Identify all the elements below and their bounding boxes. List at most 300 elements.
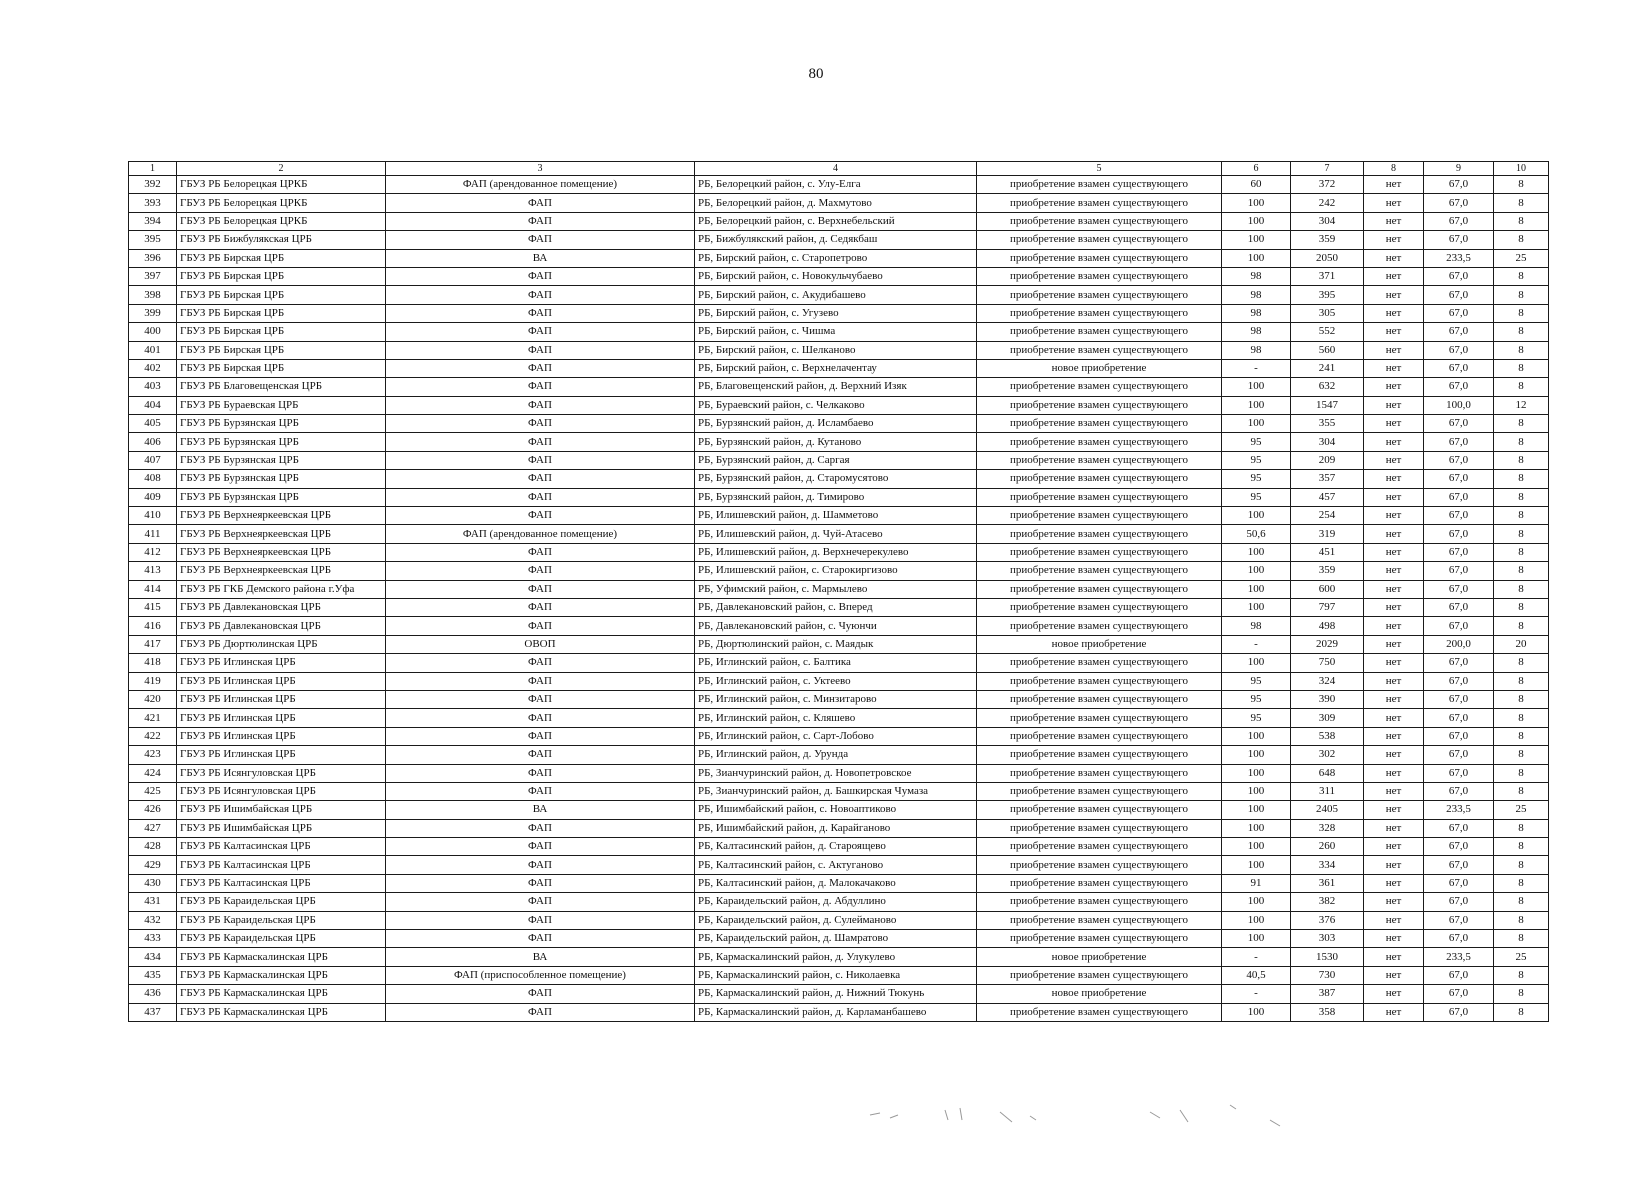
- table-cell: нет: [1364, 746, 1424, 764]
- table-cell: нет: [1364, 378, 1424, 396]
- table-cell: 632: [1291, 378, 1364, 396]
- table-cell: 421: [129, 709, 177, 727]
- table-cell: приобретение взамен существующего: [977, 893, 1222, 911]
- table-cell: РБ, Караидельский район, д. Сулейманово: [695, 911, 977, 929]
- table-cell: 100: [1222, 838, 1291, 856]
- table-cell: 67,0: [1424, 672, 1494, 690]
- table-row: [129, 672, 1549, 690]
- table-cell: 355: [1291, 415, 1364, 433]
- table-cell: 498: [1291, 617, 1364, 635]
- table-cell: нет: [1364, 911, 1424, 929]
- table-cell: нет: [1364, 543, 1424, 561]
- table-cell: приобретение взамен существующего: [977, 580, 1222, 598]
- table-cell: 8: [1494, 488, 1549, 506]
- table-cell: 95: [1222, 451, 1291, 469]
- table-cell: 328: [1291, 819, 1364, 837]
- table-cell: приобретение взамен существующего: [977, 709, 1222, 727]
- table-cell: РБ, Бирский район, с. Угузево: [695, 304, 977, 322]
- table-row: [129, 1003, 1549, 1021]
- table-cell: РБ, Бирский район, с. Новокульчубаево: [695, 267, 977, 285]
- table-cell: РБ, Иглинский район, с. Уктеево: [695, 672, 977, 690]
- table-cell: ГБУЗ РБ Белорецкая ЦРКБ: [177, 176, 386, 194]
- table-cell: приобретение взамен существующего: [977, 874, 1222, 892]
- table-cell: ФАП: [386, 893, 695, 911]
- table-cell: ГБУЗ РБ Бурзянская ЦРБ: [177, 415, 386, 433]
- table-row: [129, 893, 1549, 911]
- table-cell: 100: [1222, 782, 1291, 800]
- table-cell: 395: [1291, 286, 1364, 304]
- table-cell: 433: [129, 930, 177, 948]
- table-cell: 67,0: [1424, 231, 1494, 249]
- table-cell: РБ, Бураевский район, с. Челкаково: [695, 396, 977, 414]
- table-cell: 100: [1222, 507, 1291, 525]
- table-cell: ФАП (приспособленное помещение): [386, 966, 695, 984]
- table-cell: 100: [1222, 856, 1291, 874]
- table-cell: ВА: [386, 249, 695, 267]
- table-cell: приобретение взамен существующего: [977, 525, 1222, 543]
- table-cell: приобретение взамен существующего: [977, 176, 1222, 194]
- table-cell: ГБУЗ РБ Верхнеяркеевская ЦРБ: [177, 543, 386, 561]
- table-cell: ГБУЗ РБ Кармаскалинская ЦРБ: [177, 948, 386, 966]
- table-cell: приобретение взамен существующего: [977, 930, 1222, 948]
- table-cell: 67,0: [1424, 782, 1494, 800]
- table-cell: 8: [1494, 782, 1549, 800]
- table-cell: ФАП: [386, 930, 695, 948]
- table-cell: 8: [1494, 470, 1549, 488]
- table-cell: нет: [1364, 782, 1424, 800]
- table-cell: ГБУЗ РБ Калтасинская ЦРБ: [177, 874, 386, 892]
- table-cell: ФАП: [386, 470, 695, 488]
- table-cell: нет: [1364, 580, 1424, 598]
- table-row: [129, 562, 1549, 580]
- table-cell: ФАП: [386, 323, 695, 341]
- table-cell: 100: [1222, 911, 1291, 929]
- table-cell: 67,0: [1424, 359, 1494, 377]
- table-cell: приобретение взамен существующего: [977, 488, 1222, 506]
- table-cell: РБ, Белорецкий район, с. Верхнебельский: [695, 212, 977, 230]
- table-row: [129, 966, 1549, 984]
- table-cell: ФАП: [386, 654, 695, 672]
- table-cell: 233,5: [1424, 249, 1494, 267]
- table-cell: нет: [1364, 249, 1424, 267]
- table-cell: 2029: [1291, 635, 1364, 653]
- table-cell: 95: [1222, 488, 1291, 506]
- table-row: [129, 359, 1549, 377]
- table-cell: 404: [129, 396, 177, 414]
- table-cell: ГБУЗ РБ Караидельская ЦРБ: [177, 911, 386, 929]
- table-cell: 100,0: [1424, 396, 1494, 414]
- table-cell: ФАП: [386, 709, 695, 727]
- table-cell: 67,0: [1424, 212, 1494, 230]
- table-cell: 100: [1222, 727, 1291, 745]
- table-cell: нет: [1364, 856, 1424, 874]
- table-cell: ВА: [386, 948, 695, 966]
- table-cell: приобретение взамен существующего: [977, 212, 1222, 230]
- table-cell: РБ, Бурзянский район, д. Исламбаево: [695, 415, 977, 433]
- table-cell: 8: [1494, 525, 1549, 543]
- table-cell: РБ, Бирский район, с. Шелканово: [695, 341, 977, 359]
- table-cell: 423: [129, 746, 177, 764]
- table-cell: РБ, Дюртюлинский район, с. Маядык: [695, 635, 977, 653]
- table-cell: ФАП: [386, 690, 695, 708]
- table-cell: РБ, Бурзянский район, д. Саргая: [695, 451, 977, 469]
- table-cell: 100: [1222, 893, 1291, 911]
- table-cell: нет: [1364, 764, 1424, 782]
- table-cell: нет: [1364, 985, 1424, 1003]
- table-cell: 67,0: [1424, 286, 1494, 304]
- table-cell: 406: [129, 433, 177, 451]
- table-cell: приобретение взамен существующего: [977, 617, 1222, 635]
- table-cell: новое приобретение: [977, 985, 1222, 1003]
- table-cell: РБ, Иглинский район, с. Балтика: [695, 654, 977, 672]
- table-cell: ФАП: [386, 562, 695, 580]
- table-cell: 233,5: [1424, 801, 1494, 819]
- table-cell: нет: [1364, 176, 1424, 194]
- table-cell: ГБУЗ РБ Давлекановская ЦРБ: [177, 617, 386, 635]
- table-cell: новое приобретение: [977, 635, 1222, 653]
- table-cell: 8: [1494, 690, 1549, 708]
- table-cell: 242: [1291, 194, 1364, 212]
- table-row: [129, 212, 1549, 230]
- table-cell: РБ, Белорецкий район, с. Улу-Елга: [695, 176, 977, 194]
- table-cell: ГБУЗ РБ Иглинская ЦРБ: [177, 709, 386, 727]
- table-cell: 451: [1291, 543, 1364, 561]
- column-header: 10: [1494, 162, 1549, 176]
- table-row: [129, 782, 1549, 800]
- table-cell: 67,0: [1424, 378, 1494, 396]
- table-cell: ОВОП: [386, 635, 695, 653]
- table-cell: РБ, Калтасинский район, с. Актуганово: [695, 856, 977, 874]
- table-cell: ФАП: [386, 267, 695, 285]
- table-cell: 304: [1291, 212, 1364, 230]
- table-cell: ФАП (арендованное помещение): [386, 176, 695, 194]
- table-cell: ФАП: [386, 194, 695, 212]
- table-cell: 8: [1494, 746, 1549, 764]
- table-cell: РБ, Зианчуринский район, д. Новопетровское: [695, 764, 977, 782]
- table-cell: ФАП: [386, 488, 695, 506]
- table-cell: ФАП: [386, 507, 695, 525]
- table-cell: 1547: [1291, 396, 1364, 414]
- table-cell: 431: [129, 893, 177, 911]
- table-cell: РБ, Илишевский район, с. Старокиргизово: [695, 562, 977, 580]
- table-cell: ГБУЗ РБ Бирская ЦРБ: [177, 323, 386, 341]
- table-row: [129, 948, 1549, 966]
- table-cell: 405: [129, 415, 177, 433]
- table-cell: ГБУЗ РБ Иглинская ЦРБ: [177, 746, 386, 764]
- table-cell: РБ, Иглинский район, д. Урунда: [695, 746, 977, 764]
- column-header: 7: [1291, 162, 1364, 176]
- table-cell: ФАП (арендованное помещение): [386, 525, 695, 543]
- table-cell: 67,0: [1424, 488, 1494, 506]
- table-cell: 8: [1494, 562, 1549, 580]
- table-cell: 302: [1291, 746, 1364, 764]
- table-cell: 100: [1222, 378, 1291, 396]
- table-cell: 67,0: [1424, 415, 1494, 433]
- table-cell: 8: [1494, 507, 1549, 525]
- table-cell: 309: [1291, 709, 1364, 727]
- table-cell: 67,0: [1424, 507, 1494, 525]
- table-cell: -: [1222, 948, 1291, 966]
- table-cell: РБ, Уфимский район, с. Мармылево: [695, 580, 977, 598]
- table-cell: нет: [1364, 893, 1424, 911]
- table-cell: нет: [1364, 874, 1424, 892]
- table-cell: 67,0: [1424, 598, 1494, 616]
- column-header: 9: [1424, 162, 1494, 176]
- table-cell: 67,0: [1424, 1003, 1494, 1021]
- table-cell: 8: [1494, 341, 1549, 359]
- table-cell: ГБУЗ РБ Бирская ЦРБ: [177, 286, 386, 304]
- page-number: 80: [808, 66, 824, 82]
- table-cell: 311: [1291, 782, 1364, 800]
- table-cell: 422: [129, 727, 177, 745]
- table-cell: РБ, Кармаскалинский район, д. Улукулево: [695, 948, 977, 966]
- table-cell: 8: [1494, 433, 1549, 451]
- table-cell: 209: [1291, 451, 1364, 469]
- column-header: 6: [1222, 162, 1291, 176]
- table-cell: 8: [1494, 874, 1549, 892]
- table-cell: нет: [1364, 727, 1424, 745]
- table-cell: 8: [1494, 966, 1549, 984]
- table-cell: 8: [1494, 617, 1549, 635]
- table-cell: РБ, Калтасинский район, д. Малокачаково: [695, 874, 977, 892]
- table-cell: 67,0: [1424, 323, 1494, 341]
- table-cell: 397: [129, 267, 177, 285]
- table-cell: 100: [1222, 415, 1291, 433]
- table-cell: 427: [129, 819, 177, 837]
- table-cell: нет: [1364, 838, 1424, 856]
- table-cell: 420: [129, 690, 177, 708]
- table-cell: 425: [129, 782, 177, 800]
- table-cell: 8: [1494, 323, 1549, 341]
- table-cell: РБ, Иглинский район, с. Кляшево: [695, 709, 977, 727]
- table-cell: приобретение взамен существующего: [977, 856, 1222, 874]
- table-cell: РБ, Зианчуринский район, д. Башкирская Чумаза: [695, 782, 977, 800]
- table-cell: 418: [129, 654, 177, 672]
- table-row: [129, 543, 1549, 561]
- table-cell: ГБУЗ РБ Иглинская ЦРБ: [177, 672, 386, 690]
- table-cell: 398: [129, 286, 177, 304]
- table-cell: 416: [129, 617, 177, 635]
- table-cell: 254: [1291, 507, 1364, 525]
- table-row: [129, 451, 1549, 469]
- table-cell: 20: [1494, 635, 1549, 653]
- table-cell: 98: [1222, 267, 1291, 285]
- table-cell: ГБУЗ РБ Бурзянская ЦРБ: [177, 488, 386, 506]
- table-cell: 67,0: [1424, 893, 1494, 911]
- table-cell: РБ, Бирский район, с. Акудибашево: [695, 286, 977, 304]
- table-row: [129, 433, 1549, 451]
- table-cell: 95: [1222, 433, 1291, 451]
- table-cell: 8: [1494, 543, 1549, 561]
- table-cell: приобретение взамен существующего: [977, 1003, 1222, 1021]
- table-cell: 25: [1494, 249, 1549, 267]
- table-cell: ГБУЗ РБ Бурзянская ЦРБ: [177, 433, 386, 451]
- table-cell: нет: [1364, 562, 1424, 580]
- table-cell: нет: [1364, 672, 1424, 690]
- table-cell: 8: [1494, 286, 1549, 304]
- table-cell: 8: [1494, 819, 1549, 837]
- table-cell: ФАП: [386, 415, 695, 433]
- table-cell: 2405: [1291, 801, 1364, 819]
- table-cell: приобретение взамен существующего: [977, 782, 1222, 800]
- table-cell: 552: [1291, 323, 1364, 341]
- table-cell: ФАП: [386, 341, 695, 359]
- table-cell: 8: [1494, 359, 1549, 377]
- table-cell: РБ, Бирский район, с. Чишма: [695, 323, 977, 341]
- table-cell: 67,0: [1424, 911, 1494, 929]
- table-cell: ФАП: [386, 286, 695, 304]
- table-row: [129, 396, 1549, 414]
- table-cell: 600: [1291, 580, 1364, 598]
- table-cell: ФАП: [386, 359, 695, 377]
- table-cell: 98: [1222, 341, 1291, 359]
- table-row: [129, 654, 1549, 672]
- table-cell: 415: [129, 598, 177, 616]
- table-cell: приобретение взамен существующего: [977, 396, 1222, 414]
- table-cell: ВА: [386, 801, 695, 819]
- table-cell: 560: [1291, 341, 1364, 359]
- table-cell: ГБУЗ РБ Бирская ЦРБ: [177, 249, 386, 267]
- table-cell: 430: [129, 874, 177, 892]
- column-header: 1: [129, 162, 177, 176]
- table-row: [129, 985, 1549, 1003]
- table-cell: 98: [1222, 617, 1291, 635]
- table-cell: 411: [129, 525, 177, 543]
- table-cell: 2050: [1291, 249, 1364, 267]
- table-row: [129, 176, 1549, 194]
- table-row: [129, 470, 1549, 488]
- table-cell: РБ, Белорецкий район, д. Махмутово: [695, 194, 977, 212]
- table-cell: РБ, Иглинский район, с. Минзитарово: [695, 690, 977, 708]
- table-cell: нет: [1364, 396, 1424, 414]
- table-cell: 410: [129, 507, 177, 525]
- table-cell: нет: [1364, 801, 1424, 819]
- table-cell: 67,0: [1424, 433, 1494, 451]
- table-cell: 435: [129, 966, 177, 984]
- table-cell: нет: [1364, 819, 1424, 837]
- table-row: [129, 617, 1549, 635]
- table-cell: нет: [1364, 323, 1424, 341]
- table-cell: 324: [1291, 672, 1364, 690]
- table-cell: 67,0: [1424, 838, 1494, 856]
- table-cell: ФАП: [386, 378, 695, 396]
- table-cell: РБ, Бурзянский район, д. Тимирово: [695, 488, 977, 506]
- table-cell: 67,0: [1424, 580, 1494, 598]
- table-cell: 67,0: [1424, 304, 1494, 322]
- table-row: [129, 635, 1549, 653]
- table-cell: 98: [1222, 304, 1291, 322]
- table-cell: 98: [1222, 286, 1291, 304]
- table-cell: 8: [1494, 856, 1549, 874]
- table-cell: 382: [1291, 893, 1364, 911]
- table-cell: РБ, Иглинский район, с. Сарт-Лобово: [695, 727, 977, 745]
- table-cell: 100: [1222, 930, 1291, 948]
- table-cell: 392: [129, 176, 177, 194]
- table-cell: 100: [1222, 212, 1291, 230]
- facilities-table: [128, 161, 1549, 1022]
- table-cell: 100: [1222, 194, 1291, 212]
- table-cell: приобретение взамен существующего: [977, 598, 1222, 616]
- table-cell: 303: [1291, 930, 1364, 948]
- table-row: [129, 746, 1549, 764]
- table-cell: 8: [1494, 930, 1549, 948]
- table-row: [129, 304, 1549, 322]
- table-cell: 8: [1494, 212, 1549, 230]
- table-cell: ФАП: [386, 838, 695, 856]
- table-cell: 8: [1494, 304, 1549, 322]
- table-cell: 100: [1222, 819, 1291, 837]
- table-cell: РБ, Калтасинский район, д. Староящево: [695, 838, 977, 856]
- table-cell: нет: [1364, 948, 1424, 966]
- table-cell: 67,0: [1424, 709, 1494, 727]
- table-cell: -: [1222, 635, 1291, 653]
- table-cell: 1530: [1291, 948, 1364, 966]
- table-cell: приобретение взамен существующего: [977, 231, 1222, 249]
- table-cell: приобретение взамен существующего: [977, 378, 1222, 396]
- table-cell: ГБУЗ РБ Кармаскалинская ЦРБ: [177, 966, 386, 984]
- column-header: 3: [386, 162, 695, 176]
- table-cell: РБ, Давлекановский район, с. Вперед: [695, 598, 977, 616]
- table-cell: 400: [129, 323, 177, 341]
- table-cell: ФАП: [386, 782, 695, 800]
- table-cell: приобретение взамен существующего: [977, 304, 1222, 322]
- table-cell: 408: [129, 470, 177, 488]
- table-cell: 413: [129, 562, 177, 580]
- table-cell: 399: [129, 304, 177, 322]
- table-cell: 67,0: [1424, 470, 1494, 488]
- table-cell: 67,0: [1424, 617, 1494, 635]
- table-cell: 8: [1494, 378, 1549, 396]
- table-cell: приобретение взамен существующего: [977, 727, 1222, 745]
- table-cell: ФАП: [386, 672, 695, 690]
- table-cell: приобретение взамен существующего: [977, 819, 1222, 837]
- table-cell: ФАП: [386, 1003, 695, 1021]
- table-cell: РБ, Бурзянский район, д. Старомусятово: [695, 470, 977, 488]
- table-cell: 437: [129, 1003, 177, 1021]
- table-cell: 95: [1222, 470, 1291, 488]
- table-cell: ГБУЗ РБ Бирская ЦРБ: [177, 359, 386, 377]
- table-cell: 402: [129, 359, 177, 377]
- table-cell: приобретение взамен существующего: [977, 764, 1222, 782]
- table-cell: 395: [129, 231, 177, 249]
- table-cell: нет: [1364, 212, 1424, 230]
- table-cell: 419: [129, 672, 177, 690]
- table-cell: приобретение взамен существующего: [977, 654, 1222, 672]
- table-cell: приобретение взамен существующего: [977, 966, 1222, 984]
- table-cell: нет: [1364, 304, 1424, 322]
- table-cell: нет: [1364, 286, 1424, 304]
- table-row: [129, 911, 1549, 929]
- table-cell: 100: [1222, 543, 1291, 561]
- table-cell: ГБУЗ РБ Дюртюлинская ЦРБ: [177, 635, 386, 653]
- table-cell: 396: [129, 249, 177, 267]
- table-cell: ГБУЗ РБ Калтасинская ЦРБ: [177, 856, 386, 874]
- table-cell: ГБУЗ РБ Верхнеяркеевская ЦРБ: [177, 507, 386, 525]
- table-cell: ГБУЗ РБ Белорецкая ЦРКБ: [177, 194, 386, 212]
- table-cell: нет: [1364, 231, 1424, 249]
- table-cell: 67,0: [1424, 727, 1494, 745]
- table-cell: 8: [1494, 672, 1549, 690]
- table-cell: ГБУЗ РБ Караидельская ЦРБ: [177, 930, 386, 948]
- table-cell: приобретение взамен существующего: [977, 267, 1222, 285]
- table-cell: 98: [1222, 323, 1291, 341]
- table-cell: 429: [129, 856, 177, 874]
- table-cell: ГБУЗ РБ Благовещенская ЦРБ: [177, 378, 386, 396]
- table-cell: 50,6: [1222, 525, 1291, 543]
- table-cell: 334: [1291, 856, 1364, 874]
- table-cell: 8: [1494, 985, 1549, 1003]
- table-cell: 371: [1291, 267, 1364, 285]
